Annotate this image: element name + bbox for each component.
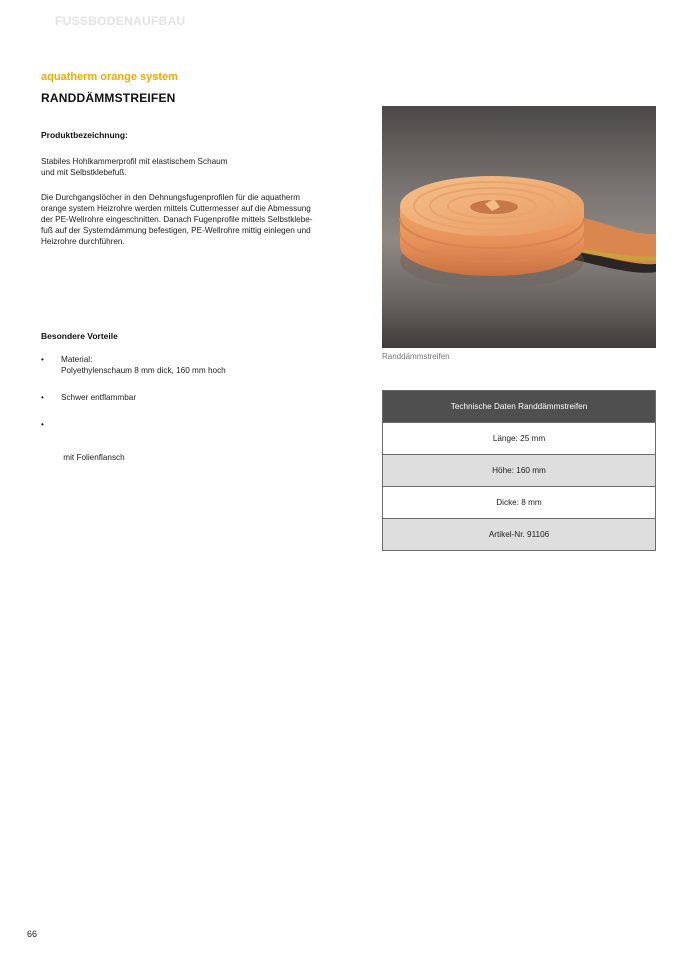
instr-line: der PE-Wellrohre eingeschnitten. Danach Fugenprofile mittels Selbstklebe- <box>41 215 313 224</box>
image-caption: Randdämmstreifen <box>382 352 450 361</box>
item-text: mit Folienflansch <box>61 453 125 462</box>
table-cell: Höhe: 160 mm <box>383 455 656 487</box>
item-text: Material: <box>61 355 93 364</box>
instr-line: Heizrohre durchführen. <box>41 237 125 246</box>
item-subtext: Polyethylenschaum 8 mm dick, 160 mm hoch <box>61 366 226 375</box>
list-item <box>41 392 341 403</box>
product-label: Produktbezeichnung: <box>41 130 128 140</box>
section-header: FUSSBODENAUFBAU <box>55 14 186 28</box>
advantages-label: Besondere Vorteile <box>41 331 118 341</box>
page-title: RANDDÄMMSTREIFEN <box>41 91 176 105</box>
spec-table <box>382 390 656 551</box>
instr-line: fuß auf der Systemdämmung befestigen, PE-Wellrohre mittig einlegen und <box>41 226 311 235</box>
bullet-icon: • <box>41 355 44 364</box>
table-cell: Artikel-Nr. 91106 <box>383 519 656 551</box>
product-instructions <box>41 192 341 247</box>
bullet-icon: • <box>41 420 44 429</box>
list-item <box>41 419 341 485</box>
table-row <box>383 487 656 519</box>
list-item <box>41 354 341 376</box>
table-row <box>383 423 656 455</box>
table-cell: Länge: 25 mm <box>383 423 656 455</box>
table-row <box>383 519 656 551</box>
table-header-row <box>383 391 656 423</box>
instr-line: Die Durchgangslöcher in den Dehnungsfugenprofilen für die aquatherm <box>41 193 300 202</box>
advantages-list <box>41 354 341 501</box>
table-cell: Dicke: 8 mm <box>383 487 656 519</box>
page-number: 66 <box>27 929 38 939</box>
brand-line: aquatherm orange system <box>41 71 178 83</box>
foam-roll-illustration <box>382 106 656 348</box>
product-photo <box>382 106 656 348</box>
product-description <box>41 156 331 178</box>
item-text: Schwer entflammbar <box>61 393 137 402</box>
instr-line: orange system Heizrohre werden mittels Cuttermesser auf die Abmessung <box>41 204 311 213</box>
table-row <box>383 455 656 487</box>
bullet-icon: • <box>41 393 44 402</box>
desc-line: und mit Selbstklebefuß. <box>41 168 127 177</box>
desc-line: Stabiles Hohlkammerprofil mit elastischem Schaum <box>41 157 228 166</box>
table-header: Technische Daten Randdämmstreifen <box>383 391 656 423</box>
